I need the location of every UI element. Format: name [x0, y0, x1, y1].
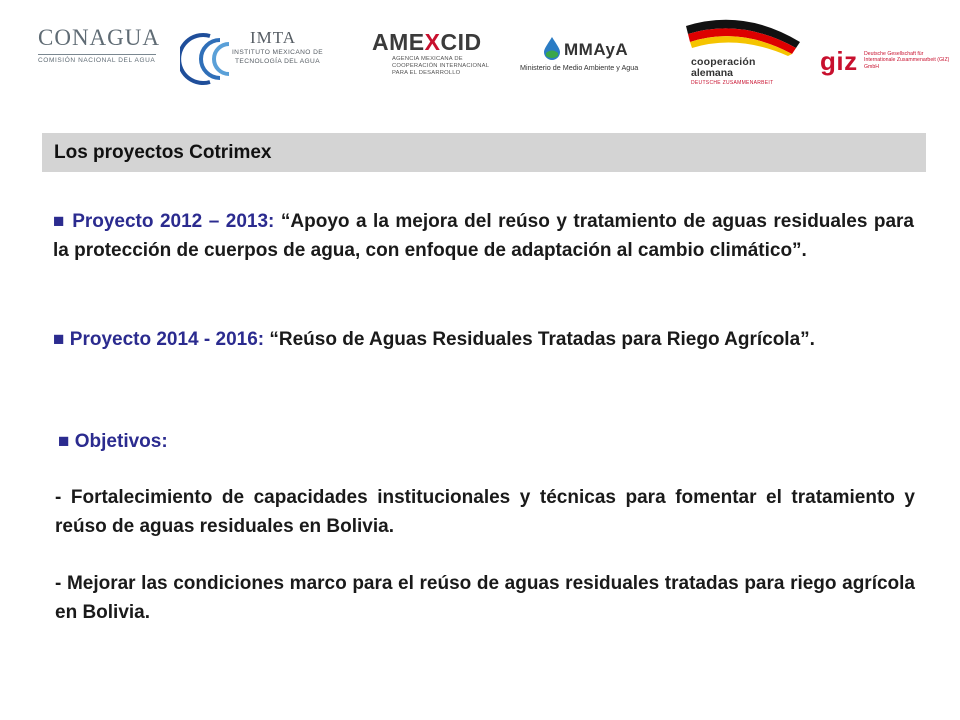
- objective-item: - Fortalecimiento de capacidades institucionales y técnicas para fomentar el tratamiento y reúso de aguas residuales en Bolivia.: [55, 487, 915, 537]
- giz-logo-subtitle: Deutsche Gesellschaft für Internationale Zusammenarbeit (GIZ) GmbH: [864, 51, 950, 70]
- bullet-icon: ■: [53, 329, 65, 350]
- imta-logo-subtitle: INSTITUTO MEXICANO DE TECNOLOGÍA DEL AGUA: [231, 49, 324, 65]
- objectives-heading: [58, 428, 458, 457]
- water-drop-icon: [542, 36, 562, 60]
- project-2012-text: “Apoyo a la mejora del reúso y tratamiento de aguas residuales para la protección de cuerpos de agua, con enfoque de adaptación al cambio climático”.: [53, 211, 915, 261]
- conagua-logo-subtitle: COMISIÓN NACIONAL DEL AGUA: [38, 54, 156, 64]
- section-title-bar: [42, 133, 926, 172]
- coop-logo-line1: cooperación: [691, 56, 756, 68]
- coop-logo-line2: alemana: [691, 67, 734, 79]
- bullet-icon: ■: [58, 431, 70, 452]
- project-2014-label: Proyecto 2014 - 2016:: [69, 329, 265, 350]
- conagua-logo: [38, 25, 160, 72]
- mmaya-logo-subtitle: Ministerio de Medio Ambiente y Agua: [520, 63, 639, 72]
- project-2012-label: Proyecto 2012 – 2013:: [72, 211, 275, 232]
- german-cooperation-logo: [684, 14, 804, 94]
- amexcid-logo-subtitle: AGENCIA MEXICANA DE COOPERACIÓN INTERNACIONAL PARA EL DESARROLLO: [392, 56, 489, 76]
- mmaya-logo: [520, 36, 665, 76]
- project-2014-paragraph: [53, 326, 914, 355]
- amexcid-logo: [372, 30, 502, 82]
- page-title: Los proyectos Cotrimex: [54, 142, 272, 163]
- project-2014-text: “Reúso de Aguas Residuales Tratadas para Riego Agrícola”.: [269, 329, 815, 350]
- imta-logo: [180, 28, 340, 90]
- imta-logo-name: IMTA: [250, 28, 297, 47]
- mmaya-logo-name: MMAyA: [564, 40, 629, 59]
- project-2012-paragraph: [53, 208, 914, 265]
- objective-item: - Mejorar las condiciones marco para el reúso de aguas residuales tratadas para riego agrícola en Bolivia.: [55, 573, 915, 623]
- objectives-heading-label: Objetivos:: [74, 431, 168, 452]
- bullet-icon: ■: [53, 211, 66, 232]
- giz-logo: [820, 48, 950, 82]
- conagua-logo-name: CONAGUA: [38, 25, 160, 50]
- german-flag-icon: [684, 14, 804, 56]
- giz-logo-name: giz: [820, 46, 858, 76]
- coop-logo-line3: DEUTSCHE ZUSAMMENARBEIT: [691, 80, 774, 86]
- amexcid-logo-name: AMEXCID: [372, 29, 482, 55]
